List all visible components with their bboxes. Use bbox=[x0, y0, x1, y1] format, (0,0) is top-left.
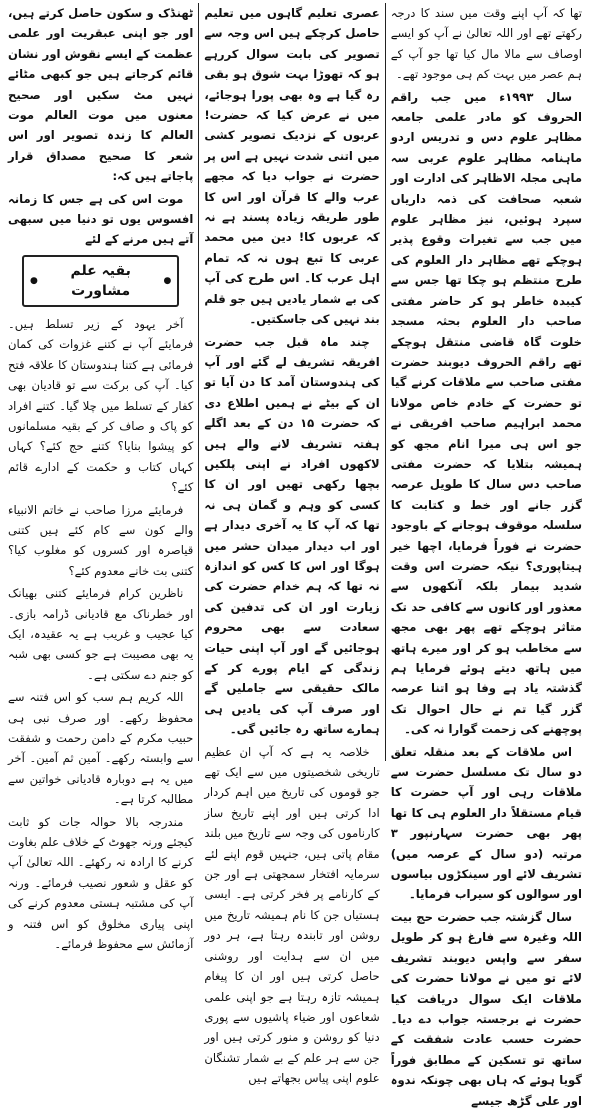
bullet-icon: ● bbox=[163, 275, 172, 286]
bullet-icon: ● bbox=[30, 275, 38, 286]
section-heading: بقیہ علم مشاورت bbox=[70, 262, 131, 299]
col3-paragraph-2: آخر یہود کے زیر تسلط ہیں۔ فرمایئے آپ نے کتنے غزوات کی کمان فرمائی ہے کتنا ہندوستان کا علاقہ فتح کیا۔ آپ کی برکت سے تو قادیان بھی کفار کے تسلط میں چلا گیا۔ کتنے افراد کو پاک و صاف کر کے بقیہ مسلمانوں کو پیشوا بنایا؟ کتنے حج کئے؟ کہاں کہاں کتاب و حکمت کے ادارے قائم کئے؟ bbox=[8, 316, 194, 495]
col3-paragraph-1: ٹھنڈک و سکون حاصل کرتے ہیں، اور جو اپنی عبقریت اور علمی عظمت کے ایسے نقوش اور نشان قائم کرجاتے ہیں جو کبھی مٹائے نہیں مٹ سکیں اور صحیح معنوں میں موت العالم موت العالم کا زندہ تصویر اور اس شعر کا صحیح مصداق قرار پاجاتے ہیں کہ: bbox=[8, 6, 194, 184]
column-middle bbox=[199, 3, 384, 1086]
column-left bbox=[3, 3, 198, 952]
col3-paragraph-3: فرمایئے مرزا صاحب نے خاتم الانبیاء والے کون سے کام کئے ہیں کتنی قیاصرہ اور کسروں کو مغلوب کیا؟ کتنی بت خانے معدوم کئے؟ bbox=[8, 502, 194, 578]
col3-paragraph-6: مندرجہ بالا حوالہ جات کو ثابت کیجئے ورنہ جھوٹ کے خلاف علم بغاوت کرنے کا ارادہ نہ رکھئے۔ اللہ تعالیٰ آپ کو عقل و شعور نصیب فرمائے۔ ورنہ آپ کی مشتبہ ہستی معدوم کرنے کی اپنی پیاری مخلوق کو اس فتنہ و آزمائش سے محفوظ فرمائے۔ bbox=[8, 814, 194, 952]
col3-paragraph-4: ناظرین کرام فرمایئے کتنی بھیانک اور خطرناک مع قادیانی ڈرامہ بازی۔ کیا عجیب و غریب ہے یہ عقیدہ، ایک یہ بھی مصیبت ہے جو کسی بھی شبہ کو جنم دے سکتی ہے۔ bbox=[8, 586, 194, 682]
col3-paragraph-5: اللہ کریم ہم سب کو اس فتنہ سے محفوظ رکھے۔ اور صرف نبی ہی حبیب مکرم کے دامن رحمت و شفقت سے وابستہ رکھے۔ آمین ثم آمین۔ آخر میں یہ ہے دوبارہ قادیانی خواتین سے مطالبہ کرتا ہے۔ bbox=[8, 690, 194, 807]
col3-couplet: موت اس کی ہے جس کا زمانہ افسوس یوں تو دنیا میں سبھی آتے ہیں مرنے کے لئے bbox=[8, 191, 194, 247]
col1-paragraph-3: اس ملاقات کے بعد منقلہ تعلق دو سال تک مسلسل حضرت سے ملاقات رہی اور آپ حضرت کا قیام مستقلاً دار العلوم ہی کا تھا پھر بھی حضرت سہارنپور ۳ مرتبہ (دو سال کے عرصہ میں) تشریف لائے اور سینکڑوں بیاسوں اور سوالوں کو سیراب فرمایا۔ bbox=[390, 744, 582, 902]
column-right bbox=[386, 3, 587, 1108]
col2-paragraph-3: خلاصہ یہ ہے کہ آپ ان عظیم تاریخی شخصیتوں میں سے ایک تھے جو قوموں کی تاریخ میں اہم کردار ادا کرتی ہیں اور اپنے تاریخ ساز کارناموں کی وجہ سے تاریخ میں بلند مقام پاتی ہیں، جنہیں قوم اپنے لئے سرمایہ افتخار سمجھتی ہے اور جن کے کارنامے پر فخر کرتی ہے۔ ایسی ہستیاں جن کا نام ہمیشہ تاریخ میں روشن اور تابندہ رہتا ہے، ہر دور میں ان سے ہدایت اور روشنی حاصل کرتی ہیں اور ان کا پیغام ہمیشہ تازہ رہتا ہے جو اپنی علمی شعاعوں اور ضیاء پاشیوں سے پوری دنیا کو روشن و منور کرتی ہیں اور جن سے ہر علم کے بے شمار تشنگان علوم اپنی پیاس بجھاتے ہیں bbox=[204, 744, 380, 1086]
section-heading-box bbox=[22, 255, 179, 307]
col1-paragraph-1: تھا کہ آپ اپنے وقت میں سند کا درجہ رکھتے تھے اور اللہ تعالیٰ نے آپ کو ایسے اوصاف سے مالا مال کیا تھا جو آپ کے ہم عصر میں بہت کم ہی موجود تھے۔ bbox=[390, 6, 582, 82]
col1-paragraph-2: سال ۱۹۹۳ء میں جب راقم الحروف کو مادر علمی جامعہ مظاہر علوم دس و تدریس اردو ماہنامہ مظاہر علوم عربی سہ ماہی مجلہ الاظاہر کی ادارت اور شعبہ صحافت کی ذمہ داریاں سپرد ہوئیں، نیز مظاہر علوم میں جب سے تغیرات وقوع پذیر ہوچکے تھے مظاہر دار العلوم کی طرح منتظم ہو چکا تھا جس سے کیبدہ خاطر ہو کر حاضر مفتی صاحب دار العلوم بحثہ مسجد خلوت گاہ قاضی منتقل ہوچکے تھے راقم الحروف دیوبند حضرت مفتی صاحب سے ملاقات کرنے گیا تو حضرت کے خادم خاص مولانا محمد ابراہیم صاحب افریقی نے جو اس ہی میرا انام مجھ کو ہمیشہ بتلایا کہ حضرت مفتی صاحب دس سال کا طویل عرصہ گزر جانے اور خط و کتابت کا سلسلہ موقوف ہوجانے کے باوجود حضرت نے فوراً فرمایا، اچھا خیر ہیتاپوری؟ نیکہ حضرت اس وقت شدید بیمار بلکہ آنکھوں سے معذور اور کانوں سے کافی حد تک متاثر ہوچکے تھے پھر بھی مجھ سے مخاطب ہو کر اور میرے ہاتھ میں ہاتھ دیتے ہوئے فرمایا ہم گذشتہ یاد ہے وفا ہو اتنا عرصہ گزر گیا تم نے حال احوال تک پوچھنے کی زحمت گوارا نہ کی۔ bbox=[390, 89, 582, 737]
col2-paragraph-2: چند ماہ قبل جب حضرت افریقہ تشریف لے گئے اور آپ کی ہندوستان آمد کا دن آیا تو ان کے بیٹے نے ہمیں اطلاع دی کہ حضرت ۱۵ دن کے بعد اگلے ہفتہ تشریف لانے والے ہیں لاکھوں افراد نے اپنی پلکیں بچھا رکھی تھیں اور ان کا کسی کو وہم و گمان ہی نہ تھا کہ آپ کا یہ آخری دیدار ہے اور اب دیدار میدان حشر میں ہوگا اور اس کا کس کو اندازہ نہ تھا کہ ہم خدام حضرت کی زیارت اور ان کی تدفین کی سعادت سے بھی محروم ہوجائیں گے اور آپ اپنی حیات زندگی کے ایام پورے کر کے مالک حقیقی سے جاملیں گے اور صرف آپ کی یادیں ہی ہمارے ساتھ رہ جائیں گی۔ bbox=[204, 334, 380, 737]
col1-paragraph-4: سال گزشتہ جب حضرت حج بیت اللہ وغیرہ سے فارغ ہو کر طویل سفر سے واپس دیوبند تشریف لائے تو میں نے مولانا حضرت کی ملاقات ایک سوال دریافت کیا حضرت نے برجستہ جواب دے دیا۔ حضرت حسب عادت شفقت کے ساتھ تو تسکین کے مطابق فوراً گویا ہوئے کہ ہاں بھی چونکہ ندوہ اور علی گڑھ جیسے bbox=[390, 909, 582, 1108]
col2-paragraph-1: عصری تعلیم گاہوں میں تعلیم حاصل کرچکے ہیں اس وجہ سے تصویر کی بابت سوال کررہے ہو کہ تھوڑا بہت شوق ہو بقی رہ گیا ہے وہ بھی پورا ہوجائے، میں نے عرض کیا کہ حضرت! عربوں کے نزدیک تصویر کشی میں اتنی شدت نہیں ہے اس پر حضرت نے جواب دیا کہ مجھے عرب والے کا قرآن اور اس کا طور طریقہ زیادہ پسند ہے نہ کہ عربوں کا! دین میں محمد عربی کا تبع ہوں نہ کہ تمام اہل عرب کا۔ اس طرح کی آپ کی بے شمار یادیں ہیں جو قلم بند نہیں کی جاسکتیں۔ bbox=[204, 6, 380, 327]
